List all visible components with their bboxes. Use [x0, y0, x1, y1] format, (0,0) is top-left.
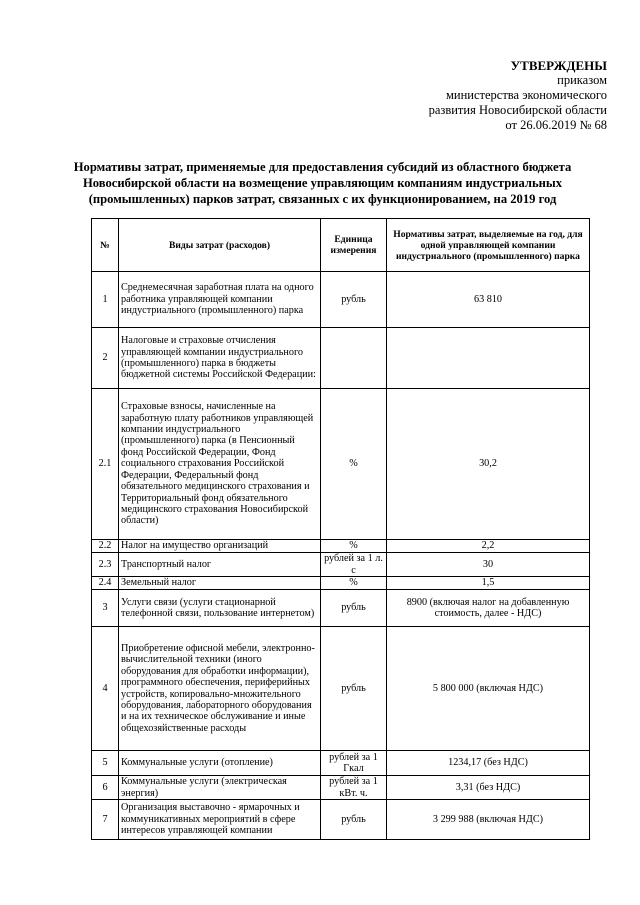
- row-norm: 5 800 000 (включая НДС): [387, 627, 590, 751]
- row-norm: 30: [387, 553, 590, 577]
- row-norm: 8900 (включая налог на добавленную стоимость, далее - НДС): [387, 590, 590, 627]
- header-type: Виды затрат (расходов): [119, 219, 321, 272]
- approval-line-date: от 26.06.2019 № 68: [505, 118, 607, 132]
- row-name: Земельный налог: [119, 577, 321, 590]
- row-name: Услуги связи (услуги стационарной телефонной связи, пользование интернетом): [119, 590, 321, 627]
- table-row: [92, 800, 590, 840]
- row-name: Транспортный налог: [119, 553, 321, 577]
- row-num: 2.2: [92, 540, 119, 553]
- row-unit: рубль: [321, 590, 387, 627]
- row-num: 1: [92, 272, 119, 328]
- row-norm: 1234,17 (без НДС): [387, 751, 590, 776]
- row-num: 2: [92, 328, 119, 389]
- row-unit: %: [321, 577, 387, 590]
- row-num: 6: [92, 776, 119, 800]
- row-name: Среднемесячная заработная плата на одного работника управляющей компании индустриального (промышленного) парка: [119, 272, 321, 328]
- row-unit: рубль: [321, 800, 387, 840]
- row-norm: [387, 328, 590, 389]
- row-norm: 63 810: [387, 272, 590, 328]
- row-name: Налог на имущество организаций: [119, 540, 321, 553]
- row-name: Налоговые и страховые отчисления управляющей компании индустриального (промышленного) парка в бюджеты бюджетной системы Российской Федерации:: [119, 328, 321, 389]
- row-unit: %: [321, 389, 387, 540]
- row-unit: рублей за 1 л. с: [321, 553, 387, 577]
- row-name: Организация выставочно - ярмарочных и коммуникативных мероприятий в сфере интересов управляющей компании: [119, 800, 321, 840]
- header-num: №: [92, 219, 119, 272]
- header-norm: Нормативы затрат, выделяемые на год, для одной управляющей компании индустриального (промышленного) парка: [387, 219, 590, 272]
- row-name: Коммунальные услуги (отопление): [119, 751, 321, 776]
- row-unit: рублей за 1 кВт. ч.: [321, 776, 387, 800]
- approval-line-ministry: министерства экономического: [445, 88, 607, 102]
- table-row: [92, 751, 590, 776]
- table-header-row: [92, 219, 590, 272]
- table-row: [92, 776, 590, 800]
- table-row: [92, 389, 590, 540]
- approval-line-order: приказом: [557, 73, 607, 87]
- row-num: 2.4: [92, 577, 119, 590]
- row-norm: 30,2: [387, 389, 590, 540]
- approval-line-region: развития Новосибирской области: [428, 103, 607, 117]
- row-num: 4: [92, 627, 119, 751]
- row-num: 7: [92, 800, 119, 840]
- row-name: Страховые взносы, начисленные на заработную плату работников управляющей компании индустриального (промышленного) парка (в Пенсионный фонд Российской Федерации, Фонд социального страхования Российской Федерации, Федеральный фонд обязательного медицинского страхования и Территориальный фонд обязательного медицинского страхования Новосибирской области): [119, 389, 321, 540]
- row-norm: 1,5: [387, 577, 590, 590]
- row-num: 3: [92, 590, 119, 627]
- table-row: [92, 272, 590, 328]
- row-unit: [321, 328, 387, 389]
- table-row: [92, 540, 590, 553]
- row-unit: рублей за 1 Гкал: [321, 751, 387, 776]
- table-row: [92, 553, 590, 577]
- header-unit: Единица измерения: [321, 219, 387, 272]
- approval-block: [347, 58, 607, 133]
- row-num: 2.3: [92, 553, 119, 577]
- row-norm: 3 299 988 (включая НДС): [387, 800, 590, 840]
- row-norm: 2,2: [387, 540, 590, 553]
- row-norm: 3,31 (без НДС): [387, 776, 590, 800]
- document-title: Нормативы затрат, применяемые для предоставления субсидий из областного бюджета Новосибирской области на возмещение управляющим компаниям индустриальных (промышленных) парков затрат, связанных с их функционированием, на 2019 год: [73, 160, 572, 206]
- row-name: Коммунальные услуги (электрическая энергия): [119, 776, 321, 800]
- cost-norms-table: [91, 218, 590, 840]
- table-row: [92, 577, 590, 590]
- approval-heading: УТВЕРЖДЕНЫ: [510, 58, 607, 73]
- row-unit: рубль: [321, 627, 387, 751]
- table-row: [92, 590, 590, 627]
- row-unit: рубль: [321, 272, 387, 328]
- row-num: 2.1: [92, 389, 119, 540]
- row-unit: %: [321, 540, 387, 553]
- row-name: Приобретение офисной мебели, электронно-вычислительной техники (иного оборудования для обработки информации), программного обеспечения, периферийных устройств, копировально-множительного оборудования, лабораторного оборудования и на их техническое обслуживание и иные общехозяйственные расходы: [119, 627, 321, 751]
- table-row: [92, 328, 590, 389]
- row-num: 5: [92, 751, 119, 776]
- table-row: [92, 627, 590, 751]
